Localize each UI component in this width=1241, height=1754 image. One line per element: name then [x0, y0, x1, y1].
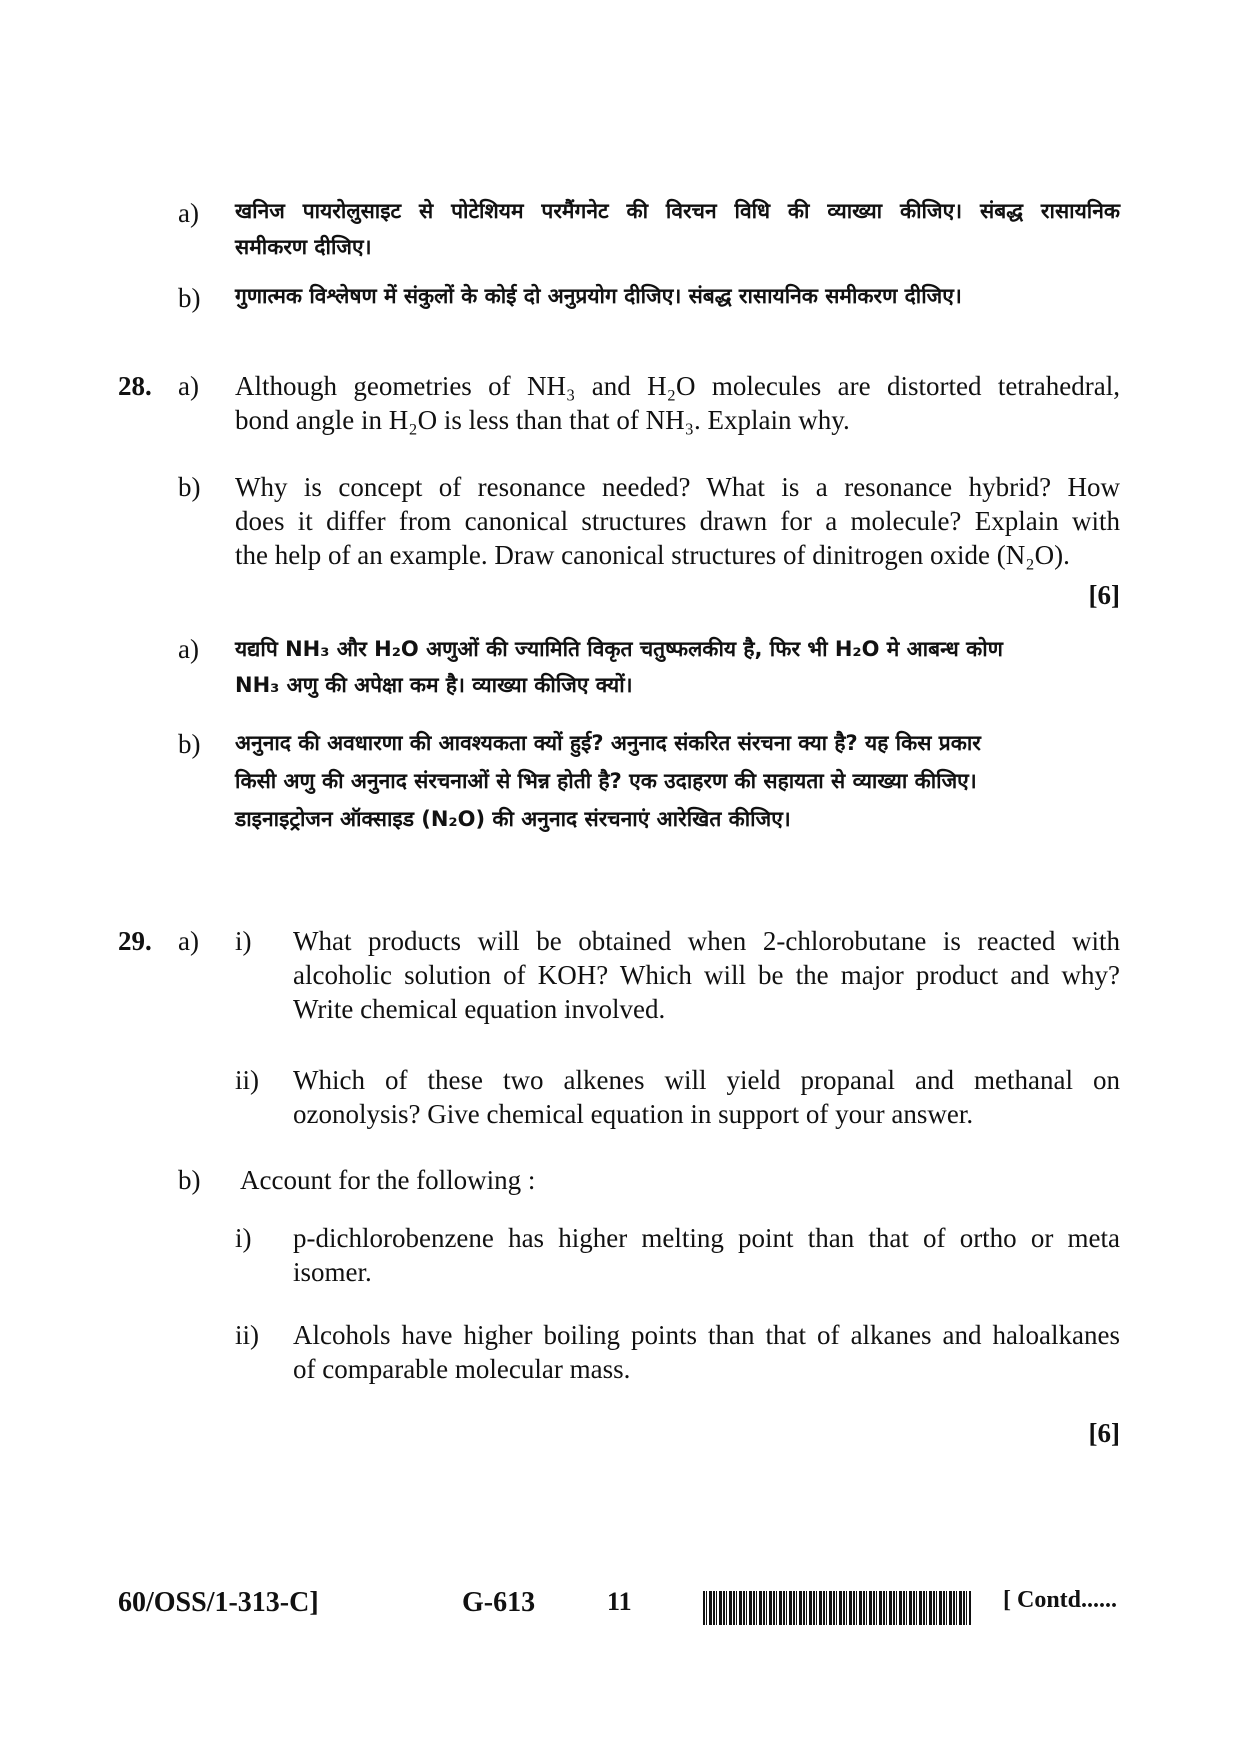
q28-b-line2: does it differ from canonical structures drawn for a molecule? Explain with	[235, 506, 1120, 536]
barcode-image	[703, 1591, 971, 1625]
q28-hindi-b-label: b)	[178, 729, 201, 759]
q28-number: 28.	[118, 371, 152, 401]
q29-a-ii-line2: ozonolysis? Give chemical equation in support of your answer.	[293, 1099, 974, 1129]
q27-a-label: a)	[178, 198, 199, 228]
q28-hindi-b-line2: किसी अणु की अनुनाद संरचनाओं से भिन्न होती है? एक उदाहरण की सहायता से व्याख्या कीजिए।	[235, 769, 977, 793]
q27-a-hindi-line2: समीकरण दीजिए।	[235, 235, 372, 259]
q29-a-ii-line1: Which of these two alkenes will yield propanal and methanal on	[293, 1065, 1120, 1095]
q29-a-i-label: i)	[235, 926, 252, 956]
q28-a-line1: Although geometries of NH₃ and H₂O molecules are distorted tetrahedral,	[235, 371, 1120, 401]
q28-hindi-a-label: a)	[178, 634, 199, 664]
q28-hindi-a-line2: NH₃ अणु की अपेक्षा कम है। व्याख्या कीजिए क्यों।	[235, 673, 633, 697]
q27-b-label: b)	[178, 283, 201, 313]
q29-a-ii-label: ii)	[235, 1065, 259, 1095]
q29-b-i-line2: isomer.	[293, 1257, 372, 1287]
q29-a-label: a)	[178, 926, 199, 956]
q28-hindi-b-line1: अनुनाद की अवधारणा की आवश्यकता क्यों हुई? अनुनाद संकरित संरचना क्या है? यह किस प्रकार	[235, 731, 981, 755]
q29-b-ii-line1: Alcohols have higher boiling points than that of alkanes and haloalkanes	[293, 1320, 1120, 1350]
q27-b-hindi: गुणात्मक विश्लेषण में संकुलों के कोई दो अनुप्रयोग दीजिए। संबद्ध रासायनिक समीकरण दीजिए।	[235, 284, 962, 308]
q28-b-line1: Why is concept of resonance needed? What is a resonance hybrid? How	[235, 472, 1120, 502]
footer-series: G-613	[462, 1587, 536, 1618]
q28-hindi-a-line1: यद्यपि NH₃ और H₂O अणुओं की ज्यामिति विकृत चतुष्फलकीय है, फिर भी H₂O मे आबन्ध कोण	[235, 637, 1003, 661]
q28-hindi-b-line3: डाइनाइट्रोजन ऑक्साइड (N₂O) की अनुनाद संरचनाएं आरेखित कीजिए।	[235, 807, 791, 831]
footer-page-number: 11	[607, 1587, 632, 1616]
q29-b-ii-label: ii)	[235, 1320, 259, 1350]
q28-a-line2: bond angle in H₂O is less than that of NH₃. Explain why.	[235, 405, 850, 435]
footer-contd: [ Contd......	[1003, 1587, 1118, 1613]
q29-b-label: b)	[178, 1165, 201, 1195]
q29-a-i-line2: alcoholic solution of KOH? Which will be the major product and why?	[293, 960, 1120, 990]
q29-a-i-line1: What products will be obtained when 2-chlorobutane is reacted with	[293, 926, 1120, 956]
q28-a-label: a)	[178, 371, 199, 401]
q29-b-ii-line2: of comparable molecular mass.	[293, 1354, 631, 1384]
q29-b-text: Account for the following :	[240, 1165, 536, 1195]
q28-b-label: b)	[178, 472, 201, 502]
q29-number: 29.	[118, 926, 152, 956]
q29-b-i-line1: p-dichlorobenzene has higher melting point than that of ortho or meta	[293, 1223, 1120, 1253]
q28-marks: [6]	[1088, 580, 1120, 610]
footer-paper-code: 60/OSS/1-313-C]	[118, 1587, 319, 1618]
q29-b-i-label: i)	[235, 1223, 252, 1253]
q27-a-hindi-line1: खनिज पायरोलुसाइट से पोटेशियम परमैंगनेट की विरचन विधि की व्याख्या कीजिए। संबद्ध रासायनिक	[235, 199, 1120, 223]
q28-b-line3: the help of an example. Draw canonical structures of dinitrogen oxide (N₂O).	[235, 540, 1070, 570]
q29-marks: [6]	[1088, 1418, 1120, 1448]
q29-a-i-line3: Write chemical equation involved.	[293, 994, 666, 1024]
